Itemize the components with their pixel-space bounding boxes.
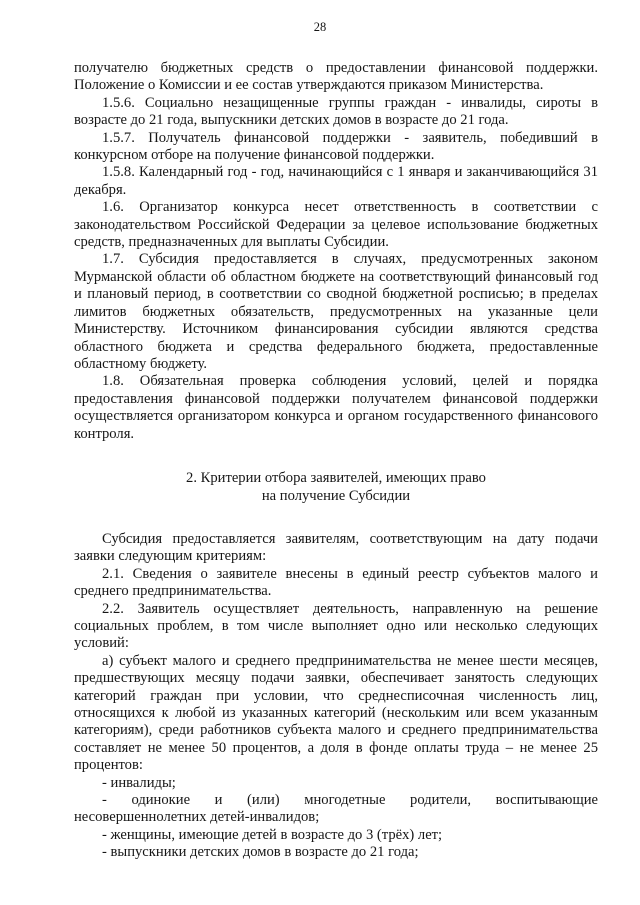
paragraph-intro: Субсидия предоставляется заявителям, соответствующим на дату подачи заявки следующим критериям: <box>74 530 598 565</box>
paragraph-1-6: 1.6. Организатор конкурса несет ответственность в соответствии с законодательством Российской Федерации за целевое использование бюджетных средств, предназначенных для выплаты Субсидии. <box>74 199 598 251</box>
paragraph-1-8: 1.8. Обязательная проверка соблюдения условий, целей и порядка предоставления финансовой поддержки получателем финансовой поддержки осуществляется организатором конкурса и органом государственного финансового контроля. <box>74 373 598 442</box>
list-item: - женщины, имеющие детей в возрасте до 3 (трёх) лет; <box>102 826 443 843</box>
section-heading-line-2: на получение Субсидии <box>261 487 411 504</box>
page-number: 28 <box>313 20 327 34</box>
list-item: - выпускники детских домов в возрасте до 21 года; <box>102 844 419 861</box>
paragraph-1-5-8: 1.5.8. Календарный год - год, начинающийся с 1 января и заканчивающийся 31 декабря. <box>74 164 598 198</box>
paragraph-1-5-7: 1.5.7. Получатель финансовой поддержки - заявитель, победивший в конкурсном отборе на получение финансовой поддержки. <box>74 129 598 164</box>
list-item: - инвалиды; <box>102 774 176 791</box>
list-item: - одинокие и (или) многодетные родители, воспитывающие несовершеннолетних детей-инвалидов; <box>74 792 598 826</box>
page-content <box>74 60 598 862</box>
paragraph-2-2-a: а) субъект малого и среднего предпринимательства не менее шести месяцев, предшествующих месяцу подачи заявки, обеспечивает занятость следующих категорий граждан при условии, что среднесписочная численность лиц, относящихся к любой из указанных категорий (нескольким или всем указанным категориям), среди работников субъекта малого и среднего предпринимательства составляет не менее 50 процентов, а доля в фонде оплаты труда – не менее 25 процентов: <box>74 652 598 774</box>
paragraph-continuation: получателю бюджетных средств о предоставлении финансовой поддержки. Положение о Комиссии и ее состав утверждаются приказом Министерства. <box>74 60 598 94</box>
section-heading <box>74 469 598 505</box>
paragraph-1-5-6: 1.5.6. Социально незащищенные группы граждан - инвалиды, сироты в возрасте до 21 года, выпускники детских домов в возрасте до 21 года. <box>74 94 598 129</box>
paragraph-2-1: 2.1. Сведения о заявителе внесены в единый реестр субъектов малого и среднего предпринимательства. <box>74 565 598 600</box>
paragraph-2-2: 2.2. Заявитель осуществляет деятельность, направленную на решение социальных проблем, в том числе выполняет одно или несколько следующих условий: <box>74 600 598 652</box>
paragraph-1-7: 1.7. Субсидия предоставляется в случаях, предусмотренных законом Мурманской области об областном бюджете на соответствующий финансовый год и плановый период, в соответствии со сводной бюджетной росписью; в пределах лимитов бюджетных обязательств, предусмотренных на указанные цели Министерству. Источником финансирования субсидии являются средства областного бюджета и средства федерального бюджета, предоставленные областному бюджету. <box>74 251 598 372</box>
section-heading-line-1: 2. Критерии отбора заявителей, имеющих право <box>186 469 486 486</box>
